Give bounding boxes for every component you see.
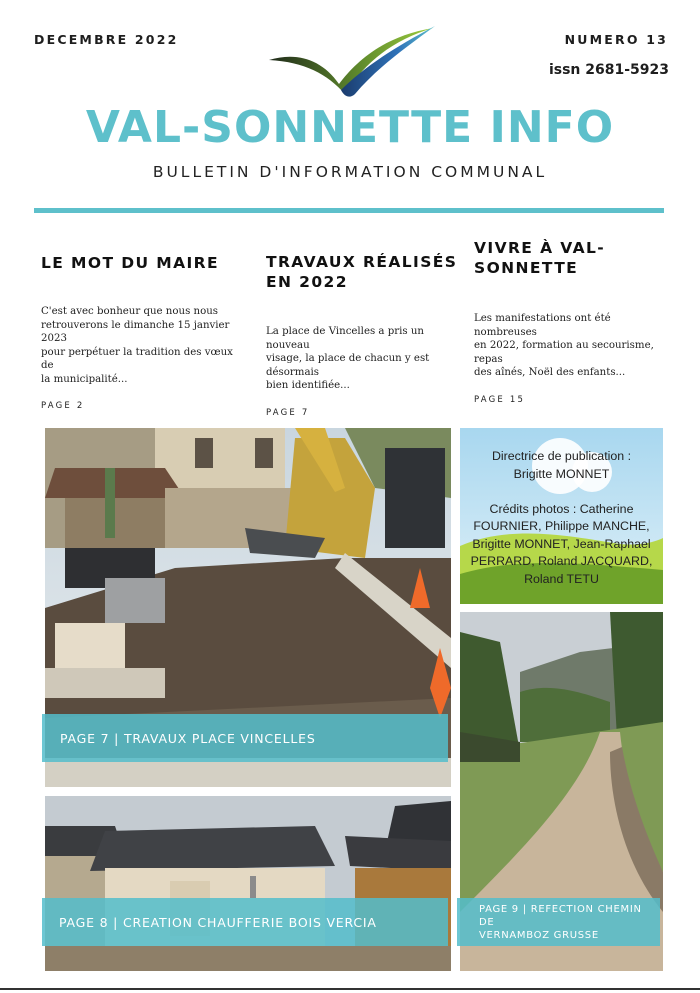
caption-chemin: PAGE 9 | REFECTION CHEMIN DE VERNAMBOZ GRUSSE — [479, 903, 642, 941]
article-travaux — [266, 252, 461, 418]
article-maire — [41, 253, 236, 411]
article-excerpt: C'est avec bonheur que nous nous retrouverons le dimanche 15 janvier 2023 pour perpétuer la tradition des vœux de la municipalité... — [41, 306, 233, 385]
caption-vincelles: PAGE 7 | TRAVAUX PLACE VINCELLES — [60, 730, 316, 746]
caption-band-chemin — [457, 898, 660, 946]
article-page-ref: PAGE 2 — [41, 401, 85, 411]
article-title: LE MOT DU MAIRE — [41, 254, 219, 272]
article-title: TRAVAUX RÉALISÉS EN 2022 — [266, 253, 458, 291]
issue-date: DECEMBRE 2022 — [34, 32, 179, 47]
header-divider — [34, 208, 664, 213]
issn-number: issn 2681-5923 — [548, 62, 669, 78]
caption-band-chaufferie — [42, 898, 448, 946]
bird-logo-icon — [265, 24, 437, 100]
article-page-ref: PAGE 15 — [474, 394, 526, 405]
page-bottom-rule — [0, 988, 700, 990]
article-title: VIVRE À VAL- SONNETTE — [474, 239, 606, 277]
article-excerpt: Les manifestations ont été nombreuses en 2022, formation au secourisme, repas des aînés, Noël des enfants... — [474, 313, 654, 378]
newsletter-title: VAL-SONNETTE INFO — [85, 102, 615, 153]
credits-box — [460, 428, 663, 604]
credits-text: Directrice de publication : Brigitte MONNET Crédits photos : Catherine FOURNIER, Philippe MANCHE, Brigitte MONNET, Jean-Raphael PERRARD, Roland JACQUARD, Roland TETU — [470, 449, 653, 586]
caption-band-vincelles — [42, 714, 448, 762]
article-vivre — [474, 238, 669, 405]
caption-chaufferie: PAGE 8 | CREATION CHAUFFERIE BOIS VERCIA — [59, 914, 377, 930]
article-excerpt: La place de Vincelles a pris un nouveau visage, la place de chacun y est désormais bien identifiée... — [266, 326, 430, 391]
article-page-ref: PAGE 7 — [266, 407, 310, 418]
newsletter-subtitle: BULLETIN D'INFORMATION COMMUNAL — [152, 163, 548, 181]
issue-number: NUMERO 13 — [564, 32, 668, 47]
